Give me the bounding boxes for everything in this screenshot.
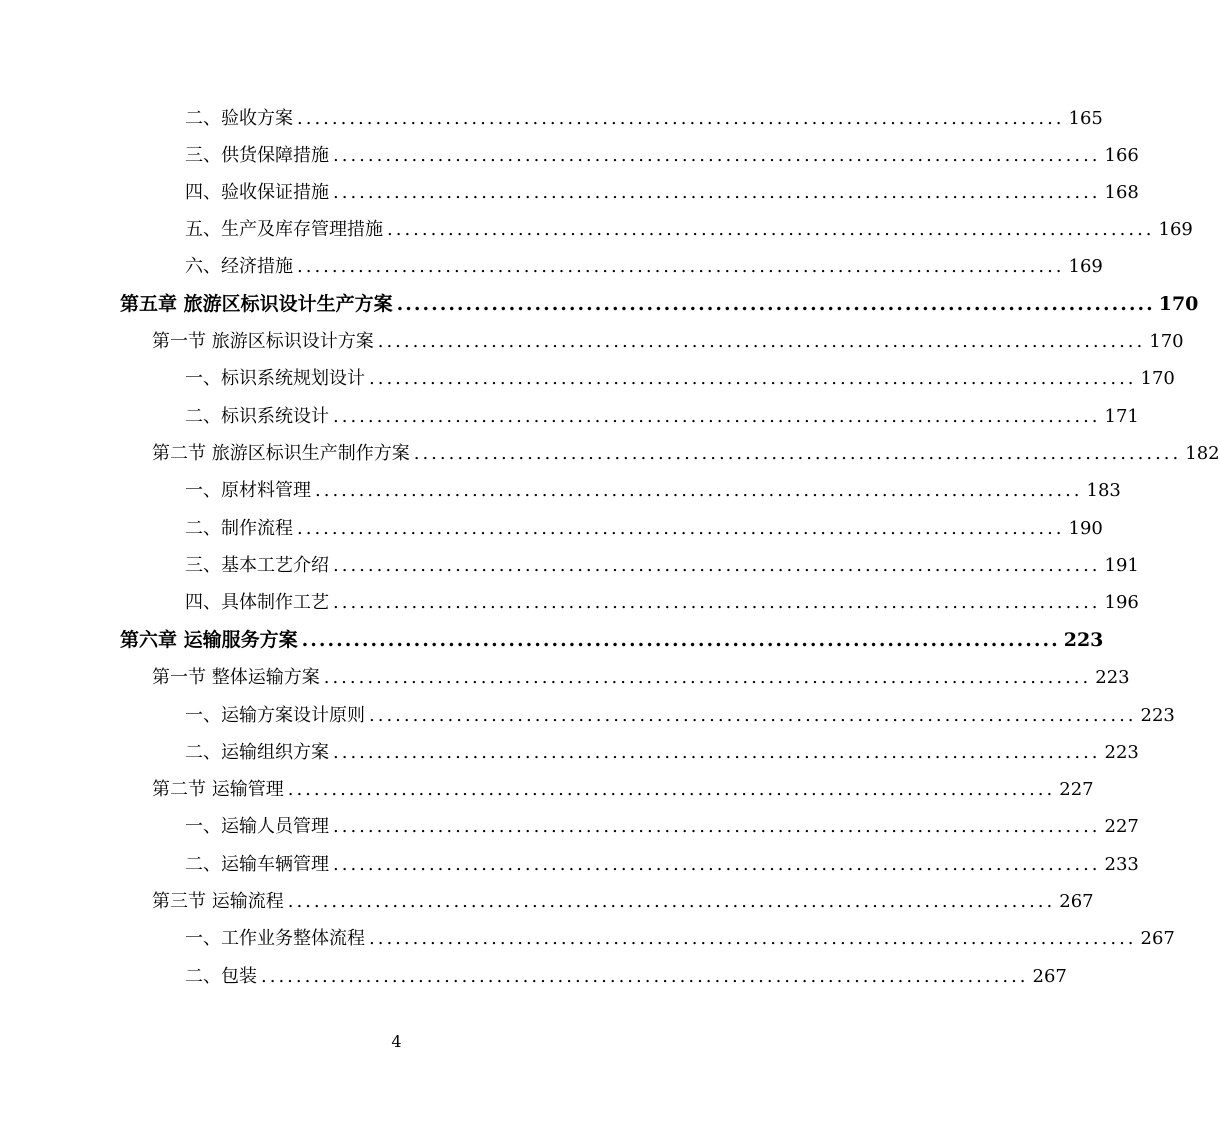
toc-entry-title: 三、供货保障措施 <box>185 145 329 166</box>
toc-entry[interactable] <box>0 734 1139 771</box>
toc-entry-page: 171 <box>1104 406 1139 427</box>
toc-section-page: 170 <box>1149 331 1184 352</box>
dot-leader: ........................................................................................ <box>333 592 1101 613</box>
toc-chapter-title: 第五章 旅游区标识设计生产方案 <box>120 293 393 315</box>
dot-leader: ........................................................................................ <box>301 629 1060 651</box>
dot-leader: ........................................................................................ <box>297 108 1065 129</box>
dot-leader: ........................................................................................ <box>396 293 1155 315</box>
toc-entry[interactable] <box>0 360 1175 397</box>
toc-entry-page: 168 <box>1104 182 1139 203</box>
toc-entry-title: 二、运输车辆管理 <box>185 854 329 875</box>
toc-entry[interactable] <box>0 808 1139 845</box>
toc-entry[interactable] <box>0 248 1103 285</box>
toc-entry-page: 170 <box>1140 368 1175 389</box>
toc-section[interactable] <box>0 435 1220 472</box>
toc-entry-title: 二、标识系统设计 <box>185 406 329 427</box>
dot-leader: ........................................................................................ <box>297 518 1065 539</box>
dot-leader: ........................................................................................ <box>369 705 1137 726</box>
toc-entry[interactable] <box>0 472 1121 509</box>
toc-section-title: 第二节 旅游区标识生产制作方案 <box>152 443 410 464</box>
page-number: 4 <box>391 1032 402 1051</box>
toc-section[interactable] <box>0 323 1184 360</box>
toc-section-title: 第三节 运输流程 <box>152 891 284 912</box>
toc-entry[interactable] <box>0 920 1175 957</box>
toc-section-title: 第二节 运输管理 <box>152 779 284 800</box>
toc-entry-page: 223 <box>1104 742 1139 763</box>
toc-chapter-page: 223 <box>1063 629 1104 651</box>
toc-entry-title: 二、验收方案 <box>185 108 293 129</box>
toc-entry-title: 一、标识系统规划设计 <box>185 368 365 389</box>
dot-leader: ........................................................................................ <box>369 368 1137 389</box>
toc-entry[interactable] <box>0 510 1103 547</box>
toc-entry-page: 169 <box>1158 219 1193 240</box>
dot-leader: ........................................................................................ <box>315 480 1083 501</box>
toc-entry[interactable] <box>0 584 1139 621</box>
toc-section[interactable] <box>0 659 1130 696</box>
toc-entry-title: 五、生产及库存管理措施 <box>185 219 383 240</box>
toc-chapter-page: 170 <box>1158 293 1199 315</box>
dot-leader: ........................................................................................ <box>297 256 1065 277</box>
toc-section-page: 227 <box>1059 779 1094 800</box>
toc-chapter[interactable] <box>0 622 1104 659</box>
toc-entry-title: 四、验收保证措施 <box>185 182 329 203</box>
toc-section-page: 223 <box>1095 667 1130 688</box>
toc-entry-title: 二、包装 <box>185 966 257 987</box>
dot-leader: ........................................................................................ <box>377 331 1146 352</box>
toc-entry-title: 一、原材料管理 <box>185 480 311 501</box>
dot-leader: ........................................................................................ <box>333 816 1101 837</box>
toc-entry-title: 二、运输组织方案 <box>185 742 329 763</box>
toc-section-title: 第一节 整体运输方案 <box>152 667 320 688</box>
dot-leader: ........................................................................................ <box>261 966 1029 987</box>
toc-section-page: 182 <box>1185 443 1220 464</box>
toc-entry-title: 二、制作流程 <box>185 518 293 539</box>
dot-leader: ........................................................................................ <box>333 742 1101 763</box>
toc-entry[interactable] <box>0 697 1175 734</box>
dot-leader: ........................................................................................ <box>333 406 1101 427</box>
dot-leader: ........................................................................................ <box>287 891 1056 912</box>
toc-section[interactable] <box>0 771 1094 808</box>
toc-entry-page: 196 <box>1104 592 1139 613</box>
toc-entry-title: 三、基本工艺介绍 <box>185 555 329 576</box>
toc-entry-title: 一、运输方案设计原则 <box>185 705 365 726</box>
toc-entry-page: 183 <box>1086 480 1121 501</box>
toc-entry[interactable] <box>0 137 1139 174</box>
toc-entry-title: 一、运输人员管理 <box>185 816 329 837</box>
toc-chapter[interactable] <box>0 286 1199 323</box>
toc-entry-page: 233 <box>1104 854 1139 875</box>
toc-section-title: 第一节 旅游区标识设计方案 <box>152 331 374 352</box>
toc-entry-page: 165 <box>1068 108 1103 129</box>
toc-entry-page: 267 <box>1140 928 1175 949</box>
toc-entry[interactable] <box>0 547 1139 584</box>
toc-entry-title: 六、经济措施 <box>185 256 293 277</box>
dot-leader: ........................................................................................ <box>323 667 1092 688</box>
dot-leader: ........................................................................................ <box>333 854 1101 875</box>
dot-leader: ........................................................................................ <box>333 145 1101 166</box>
toc-entry[interactable] <box>0 100 1103 137</box>
dot-leader: ........................................................................................ <box>333 182 1101 203</box>
toc-entry[interactable] <box>0 958 1067 995</box>
toc-entry-title: 四、具体制作工艺 <box>185 592 329 613</box>
dot-leader: ........................................................................................ <box>287 779 1056 800</box>
toc-section-page: 267 <box>1059 891 1094 912</box>
toc-entry[interactable] <box>0 398 1139 435</box>
toc-entry[interactable] <box>0 174 1139 211</box>
dot-leader: ........................................................................................ <box>413 443 1182 464</box>
toc-entry-page: 223 <box>1140 705 1175 726</box>
toc-entry-page: 227 <box>1104 816 1139 837</box>
dot-leader: ........................................................................................ <box>387 219 1155 240</box>
toc-entry[interactable] <box>0 846 1139 883</box>
dot-leader: ........................................................................................ <box>369 928 1137 949</box>
toc-entry-page: 166 <box>1104 145 1139 166</box>
toc-entry-page: 191 <box>1104 555 1139 576</box>
toc-entry-page: 267 <box>1032 966 1067 987</box>
toc-entry-page: 169 <box>1068 256 1103 277</box>
toc-section[interactable] <box>0 883 1094 920</box>
dot-leader: ........................................................................................ <box>333 555 1101 576</box>
toc-entry-page: 190 <box>1068 518 1103 539</box>
toc-entry-title: 一、工作业务整体流程 <box>185 928 365 949</box>
toc-entry[interactable] <box>0 211 1193 248</box>
toc-chapter-title: 第六章 运输服务方案 <box>120 629 298 651</box>
